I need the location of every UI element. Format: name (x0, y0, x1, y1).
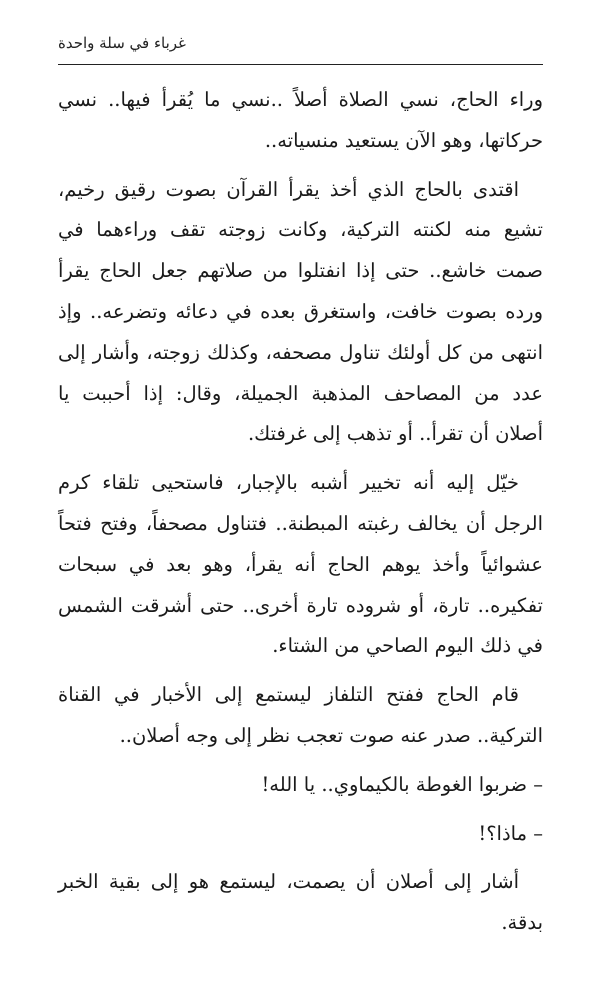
running-title: غرباء في سلة واحدة (58, 34, 186, 52)
paragraph: أشار إلى أصلان أن يصمت، ليستمع هو إلى بقية الخبر بدقة. (58, 870, 543, 935)
body-text (58, 80, 543, 952)
paragraph: خيّل إليه أنه تخيير أشبه بالإجبار، فاستحيى تلقاء كرم الرجل أن يخالف رغبته المبطنة.. فتناول مصحفاً، وفتح فتحاً عشوائياً وأخذ يوهم الحاج أنه يقرأ، وهو بعد في سبحات تفكيره.. تارة، أو شروده تارة أخرى.. حتى أشرقت الشمس في ذلك اليوم الصاحي من الشتاء. (58, 471, 543, 658)
paragraph-continued: وراء الحاج، نسي الصلاة أصلاً ..نسي ما يُقرأ فيها.. نسي حركاتها، وهو الآن يستعيد منسياته.. (58, 88, 543, 152)
dialogue-line: – ماذا؟! (478, 821, 543, 845)
dialogue-line: – ضربوا الغوطة بالكيماوي.. يا الله! (261, 772, 543, 796)
paragraph: اقتدى بالحاج الذي أخذ يقرأ القرآن بصوت رقيق رخيم، تشيع منه لكنته التركية، وكانت زوجته تقف وراءهما في صمت خاشع.. حتى إذا انفتلوا من صلاتهم جعل الحاج يقرأ ورده بصوت خافت، واستغرق بعده في دعائه وتضرعه.. وإذ انتهى من كل أولئك تناول مصحفه، وكذلك زوجته، وأشار إلى عدد من المصاحف المذهبة الجميلة، وقال: إذا أحببت يا أصلان أن تقرأ.. أو تذهب إلى غرفتك. (58, 177, 543, 446)
running-header (58, 30, 543, 65)
paragraph: قام الحاج ففتح التلفاز ليستمع إلى الأخبار في القناة التركية.. صدر عنه صوت تعجب نظر إلى وجه أصلان.. (58, 683, 543, 747)
